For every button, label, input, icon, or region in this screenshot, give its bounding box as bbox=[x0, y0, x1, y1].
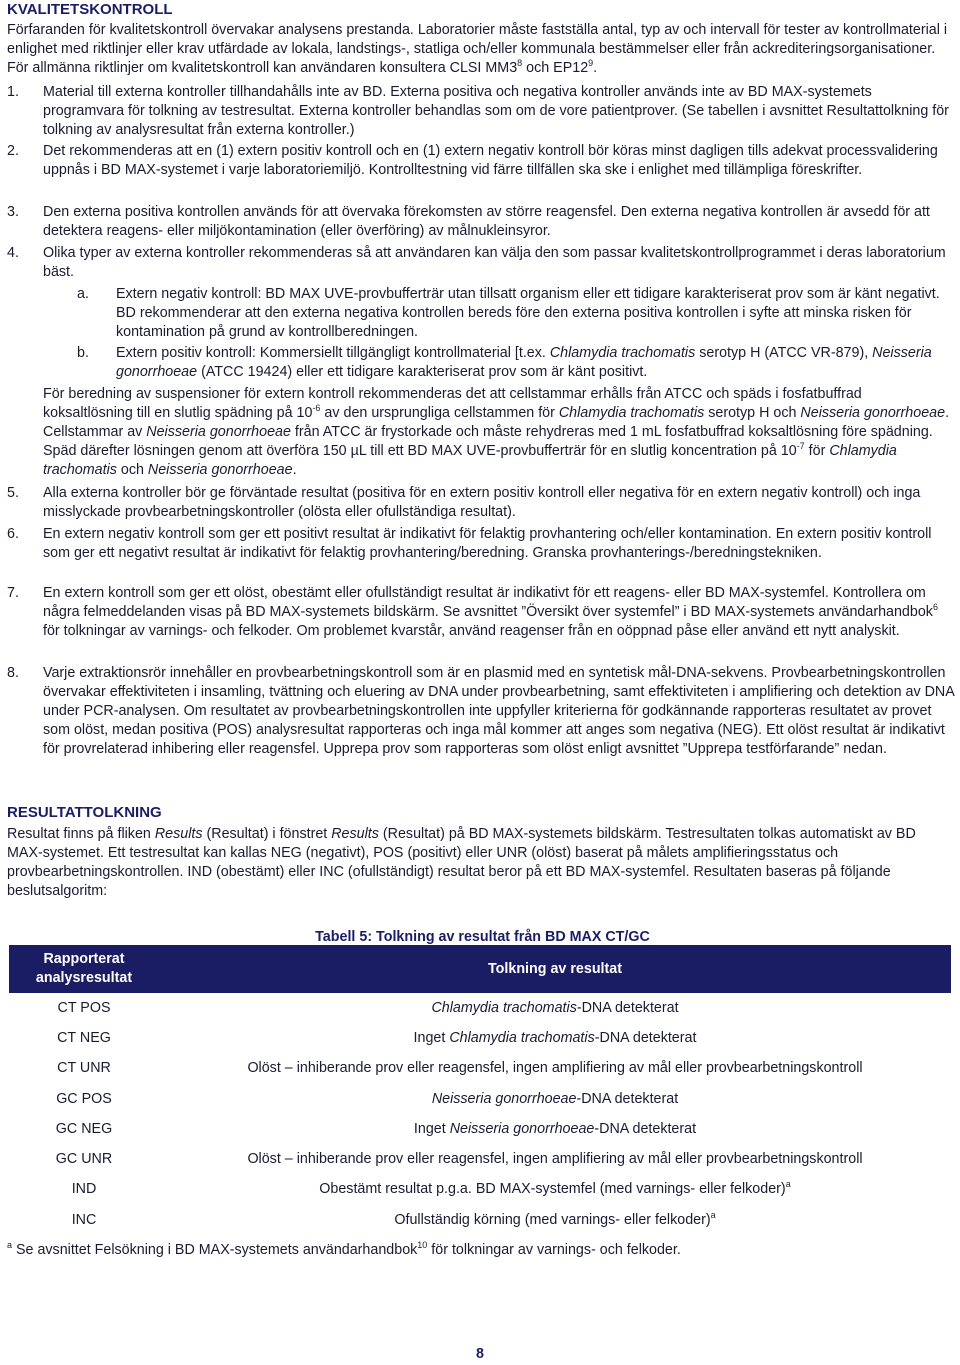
table-row bbox=[9, 1144, 951, 1174]
section-heading-resultattolkning: RESULTATTOLKNING bbox=[7, 804, 162, 821]
table-cell-interpretation: Neisseria gonorrhoeae-DNA detekterat bbox=[431, 1090, 679, 1107]
table-cell-interpretation: Chlamydia trachomatis-DNA detekterat bbox=[431, 999, 679, 1016]
table-row bbox=[9, 1023, 951, 1053]
table-row bbox=[9, 1054, 951, 1084]
table-footnote: $^a$ Se avsnittet Felsökning i BD MAX-systemets användarhandbok$^{10}$ för tolkningar av varnings- och felkoder. bbox=[7, 1240, 681, 1258]
table-cell-code: GC UNR bbox=[55, 1151, 113, 1168]
table-row bbox=[9, 1175, 951, 1205]
table-cell-code: GC POS bbox=[56, 1090, 112, 1107]
table-cell-interpretation: Ofullständig körning (med varnings- eller felkoder)$^a$ bbox=[394, 1209, 716, 1228]
table-cell-code: CT NEG bbox=[57, 1029, 111, 1046]
table-cell-interpretation: Olöst – inhiberande prov eller reagensfel, ingen amplifiering av mål eller provbearbetningskontroll bbox=[247, 1060, 863, 1077]
table-cell-interpretation: Inget Neisseria gonorrhoeae-DNA detekterat bbox=[413, 1120, 697, 1137]
table-cell-code: GC NEG bbox=[55, 1120, 113, 1137]
table-cell-interpretation: Inget Chlamydia trachomatis-DNA detekterat bbox=[413, 1029, 697, 1046]
intro-paragraph: Förfaranden för kvalitetskontroll övervakar analysens prestanda. Laboratorier måste fastställa antal, typ av och intervall för tester av kontrollmaterial i enlighet med riktlinjer eller krav utfärdade av lokala, landstings-, statliga och/eller kommunala bestämmelser eller från ackrediteringsorganisationer. För allmänna riktlinjer om kvalitetskontroll kan användaren konsultera CLSI $MM3^8$ och $EP12^9$. bbox=[7, 22, 948, 76]
table-header-reported: Rapporterat analysresultat bbox=[9, 945, 159, 993]
table-row bbox=[9, 993, 951, 1023]
table-row bbox=[9, 1205, 951, 1235]
table-row bbox=[9, 1084, 951, 1114]
results-table bbox=[9, 945, 951, 1235]
section-heading-kvalitetskontroll: KVALITETSKONTROLL bbox=[7, 1, 173, 18]
preparation-paragraph: För beredning av suspensioner för extern kontroll rekommenderas det att cellstammar erhålls från ATCC och späds i fosfatbuffrad koksaltlösning till en slutlig spädning på $10^{-6}$ av den ursprungliga cellstammen för Chlamydia trachomatis serotyp H och Neisseria gonorrhoeae. Cellstammar av Neisseria gonorrhoeae från ATCC är frystorkade och måste rehydreras med 1 mL fosfatbuffrad koksaltlösning före spädning. Späd därefter lösningen genom att överföra 150 µL till ett BD MAX UVE-provbufferträr för en slutlig koncentration på $10^{-7}$ för Chlamydia trachomatis och Neisseria gonorrhoeae. bbox=[43, 386, 950, 478]
table-cell-code: IND bbox=[71, 1181, 97, 1198]
table-cell-code: CT UNR bbox=[57, 1060, 111, 1077]
table-cell-code: CT POS bbox=[57, 999, 111, 1016]
table-cell-interpretation: Olöst – inhiberande prov eller reagensfel, ingen amplifiering av mål eller provbearbetningskontroll bbox=[247, 1151, 863, 1168]
results-paragraph: Resultat finns på fliken Results (Resultat) i fönstret Results (Resultat) på BD MAX-systemets bildskärm. Testresultaten tolkas automatiskt av BD MAX-systemet. Ett testresultat kan kallas NEG (negativt), POS (positivt) eller UNR (olöst) baserat på målets amplifieringsstatus och provbearbetningskontrollen. IND (obestämt) eller INC (ofullständigt) resultat beror på ett BD MAX-systemfel. Resultaten baseras på följande beslutsalgoritm: bbox=[7, 826, 916, 899]
table-cell-interpretation: Obestämt resultat p.g.a. BD MAX-systemfel (med varnings- eller felkoder)$^a$ bbox=[319, 1179, 791, 1198]
document-page: KVALITETSKONTROLL Förfaranden för kvalitetskontroll övervakar analysens prestanda. Laboratorier måste fastställa antal, typ av och intervall för tester av kontrollmaterial i enlighet med riktlinjer eller krav utfärdade av lokala, landstings-, statliga och/eller kommunala bestämmelser eller från ackrediteringsorganisationer. För allmänna riktlinjer om kvalitetskontroll kan användaren konsultera CLSI $MM3^8$ och $EP12^9$. 1. Material till externa kontroller tillhandahålls inte av BD. Externa positiva och negativa kontroller används inte av BD MAX-systemets programvara för tolkning av testresultat. Externa kontroller behandlas som om de vore patientprover. (Se tabellen i avsnittet Resultattolkning för tolkning av analysresultat från externa kontroller.) 2. Det rekommenderas att en (1) extern positiv kontroll och en (1) extern negativ kontroll bör köras minst dagligen tills adekvat processvalidering uppnås i BD MAX-systemet i varje laboratoriemiljö. Kontrolltestning vid färre tillfällen ska ske i enlighet med tillämpliga föreskrifter. 3. Den externa positiva kontrollen används för att övervaka förekomsten av större reagensfel. Den externa negativa kontrollen är avsedd för att detektera reagens- eller miljökontamination (eller överföring) av målnukleinsyror. 4. Olika typer av externa kontroller rekommenderas så att användaren kan välja den som passar kvalitetskontrollprogrammet i deras laboratorium bäst. a. Extern negativ kontroll: BD MAX UVE-provbufferträr utan tillsatt organism eller ett tidigare karakteriserat prov som är känt negativt. BD rekommenderar att den externa negativa kontrollen bereds före den externa positiva kontrollen i syfte att minska risken för kontamination på grund av kontrollberedningen. b. Extern positiv kontroll: Kommersiellt tillgängligt kontrollmaterial [t.ex. Chlamydia trachomatis serotyp H (ATCC VR-879), Neisseria gonorrhoeae (ATCC 19424) eller ett tidigare karakteriserat prov som är känt positivt. För beredning av suspensioner för extern kontroll rekommenderas det att cellstammar erhålls från ATCC och späds i fosfatbuffrad koksaltlösning till en slutlig spädning på $10^{-6}$ av den ursprungliga cellstammen för Chlamydia trachomatis serotyp H och Neisseria gonorrhoeae. Cellstammar av Neisseria gonorrhoeae från ATCC är frystorkade och måste rehydreras med 1 mL fosfatbuffrad koksaltlösning före spädning. Späd därefter lösningen genom att överföra 150 µL till ett BD MAX UVE-provbufferträr för en slutlig koncentration på $10^{-7}$ för Chlamydia trachomatis och Neisseria gonorrhoeae. 5. Alla externa kontroller bör ge förväntade resultat (positiva för en extern positiv kontroll eller negativa för en extern negativ kontroll) och inga misslyckade provbearbetningskontroller (olösta eller ofullständiga resultat). 6. En extern negativ kontroll som ger ett positivt resultat är indikativt för felaktig provhantering och/eller kontamination. En extern positiv kontroll som ger ett negativt resultat är indikativt för felaktig provhantering/beredning. Granska provhanterings-/beredningstekniken. 7. En extern kontroll som ger ett olöst, obestämt eller ofullständigt resultat är indikativt för ett reagens- eller BD MAX-systemfel. Kontrollera om några felmeddelanden visas på BD MAX-systemets bildskärm. Se avsnittet ”Översikt över systemfel” i BD MAX-systemets användarhandbok$^6$ för tolkningar av varnings- och felkoder. Om problemet kvarstår, använd reagenser från en oöppnad påse eller använd ett nytt analyskit. 8. Varje extraktionsrör innehåller en provbearbetningskontroll som är en plasmid med en syntetisk mål-DNA-sekvens. Provbearbetningskontrollen övervakar effektiviteten i insamling, tvättning och eluering av DNA under provbearbetning, samt effektiviteten i amplifiering och detektion av DNA under PCR-analysen. Om resultatet av provbearbetningskontrollen inte uppfyller kriterierna för godkännande rapporteras resultatet av provet som olöst, medan positiva (POS) analysresultat rapporteras och inga mål kommer att anges som negativa (NEG). Ett olöst resultat är indikativt för provrelaterad inhibering eller reagensfel. Upprepa prov som rapporteras som olöst enligt avsnittet ”Upprepa testförfarande” nedan. RESULTATTOLKNING Resultat finns på fliken Results (Resultat) i fönstret Results (Resultat) på BD MAX-systemets bildskärm. Testresultaten tolkas automatiskt av BD MAX-systemet. Ett testresultat kan kallas NEG (negativt), POS (positivt) eller UNR (olöst) baserat på målets amplifieringsstatus och provbearbetningskontrollen. IND (obestämt) eller INC (ofullständigt) resultat beror på ett BD MAX-systemfel. Resultaten baseras på följande beslutsalgoritm: Tabell 5: Tolkning av resultat från BD MAX CT/GC Rapporterat analysresultat Tolkning av resultat CT POS Chlamydia trachomatis-DNA detekterat CT NEG Inget Chlamydia trachomatis-DNA detekterat CT UNR Olöst – inhiberande prov eller reagensfel, ingen amplifiering av mål eller provbearbetningskontroll GC POS Neisseria gonorrhoeae-DNA detekterat GC NEG Inget Neisseria gonorrhoeae-DNA detekterat GC UNR Olöst – inhiberande prov eller reagensfel, ingen amplifiering av mål eller provbearbetningskontroll IND Obestämt resultat p.g.a. BD MAX-systemfel (med varnings- eller felkoder)$^a$ INC Ofullständig körning (med varnings- eller felkoder)$^a$ $^a$ Se avsnittet Felsökning i BD MAX-systemets användarhandbok$^{10}$ för tolkningar av varnings- och felkoder. 8 bbox=[0, 0, 960, 1365]
table-row bbox=[9, 1114, 951, 1144]
table-header-row bbox=[9, 945, 951, 993]
table-caption: Tabell 5: Tolkning av resultat från BD MAX CT/GC bbox=[315, 929, 650, 945]
table-header-interpretation: Tolkning av resultat bbox=[159, 945, 951, 993]
table-cell-code: INC bbox=[71, 1211, 97, 1228]
page-number: 8 bbox=[476, 1346, 484, 1362]
